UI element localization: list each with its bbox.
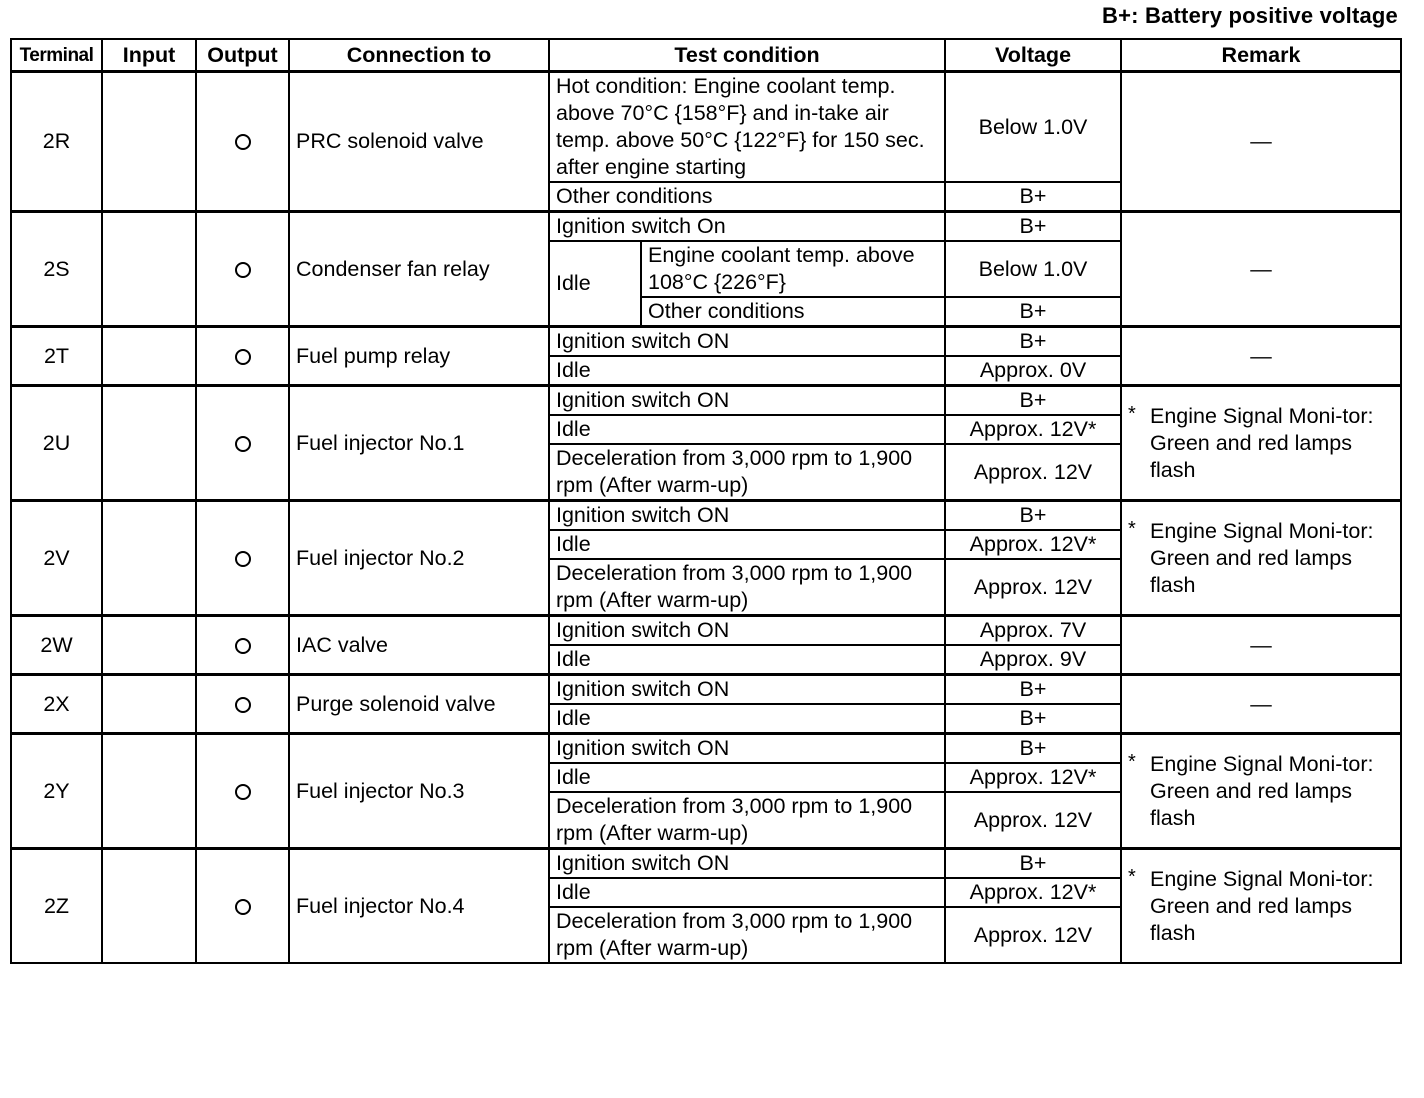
header-test-condition: Test condition xyxy=(549,39,945,72)
connection-cell: Condenser fan relay xyxy=(289,212,549,327)
remark-block xyxy=(1128,518,1394,599)
terminal-cell: 2S xyxy=(11,212,102,327)
header-row xyxy=(11,39,1401,72)
remark-text: Engine Signal Moni-tor: Green and red lamps flash xyxy=(1150,866,1374,945)
output-cell xyxy=(196,616,289,675)
terminal-cell: 2R xyxy=(11,72,102,212)
remark-asterisk: * xyxy=(1128,402,1136,425)
voltage-cell: Approx. 12V* xyxy=(945,530,1121,559)
header-terminal: Terminal xyxy=(11,39,102,72)
remark-cell: — xyxy=(1121,72,1401,212)
remark-text: Engine Signal Moni-tor: Green and red lamps flash xyxy=(1150,403,1374,482)
terminal-cell: 2T xyxy=(11,327,102,386)
condition-group-cell: Idle xyxy=(549,241,641,327)
remark-cell: — xyxy=(1121,616,1401,675)
output-mark-icon xyxy=(235,551,251,567)
voltage-cell: Approx. 12V* xyxy=(945,878,1121,907)
header-connection: Connection to xyxy=(289,39,549,72)
voltage-cell: B+ xyxy=(945,734,1121,764)
output-mark-icon xyxy=(235,134,251,150)
remark-cell: — xyxy=(1121,327,1401,386)
condition-cell: Ignition switch ON xyxy=(549,675,945,705)
output-mark-icon xyxy=(235,436,251,452)
connection-cell: Fuel pump relay xyxy=(289,327,549,386)
connection-cell: Fuel injector No.4 xyxy=(289,849,549,964)
output-cell xyxy=(196,734,289,849)
input-cell xyxy=(102,501,196,616)
remark-cell: — xyxy=(1121,212,1401,327)
header-output: Output xyxy=(196,39,289,72)
input-cell xyxy=(102,734,196,849)
voltage-cell: B+ xyxy=(945,327,1121,357)
table-row xyxy=(11,616,1401,646)
terminal-cell: 2Z xyxy=(11,849,102,964)
output-mark-icon xyxy=(235,638,251,654)
table-row xyxy=(11,501,1401,531)
remark-text: Engine Signal Moni-tor: Green and red lamps flash xyxy=(1150,751,1374,830)
remark-cell xyxy=(1121,734,1401,849)
voltage-cell: B+ xyxy=(945,501,1121,531)
output-mark-icon xyxy=(235,784,251,800)
remark-asterisk: * xyxy=(1128,750,1136,773)
remark-asterisk: * xyxy=(1128,865,1136,888)
voltage-cell: Approx. 0V xyxy=(945,356,1121,386)
output-cell xyxy=(196,386,289,501)
terminal-voltage-table xyxy=(10,38,1402,964)
voltage-cell: Approx. 7V xyxy=(945,616,1121,646)
condition-cell: Ignition switch ON xyxy=(549,734,945,764)
output-mark-icon xyxy=(235,262,251,278)
table-row xyxy=(11,386,1401,416)
voltage-cell: Below 1.0V xyxy=(945,241,1121,297)
voltage-cell: Approx. 12V* xyxy=(945,763,1121,792)
remark-block xyxy=(1128,403,1394,484)
condition-cell: Other conditions xyxy=(641,297,945,327)
connection-cell: PRC solenoid valve xyxy=(289,72,549,212)
condition-cell: Idle xyxy=(549,763,945,792)
voltage-cell: B+ xyxy=(945,386,1121,416)
connection-cell: Fuel injector No.3 xyxy=(289,734,549,849)
remark-cell xyxy=(1121,386,1401,501)
condition-cell: Idle xyxy=(549,530,945,559)
remark-asterisk: * xyxy=(1128,517,1136,540)
condition-cell: Idle xyxy=(549,415,945,444)
input-cell xyxy=(102,675,196,734)
connection-cell: Purge solenoid valve xyxy=(289,675,549,734)
condition-cell: Idle xyxy=(549,704,945,734)
table-row xyxy=(11,72,1401,183)
condition-cell: Ignition switch ON xyxy=(549,386,945,416)
condition-cell: Ignition switch ON xyxy=(549,849,945,879)
voltage-cell: Approx. 9V xyxy=(945,645,1121,675)
remark-cell xyxy=(1121,501,1401,616)
voltage-cell: Approx. 12V xyxy=(945,444,1121,501)
input-cell xyxy=(102,327,196,386)
condition-cell: Hot condition: Engine coolant temp. above 70°C {158°F} and in-take air temp. above 50°C {122°F} for 150 sec. after engine starting xyxy=(549,72,945,183)
remark-block xyxy=(1128,751,1394,832)
output-cell xyxy=(196,72,289,212)
table-row xyxy=(11,675,1401,705)
condition-cell: Deceleration from 3,000 rpm to 1,900 rpm (After warm-up) xyxy=(549,907,945,963)
remark-block xyxy=(1128,866,1394,947)
voltage-cell: B+ xyxy=(945,849,1121,879)
condition-cell: Ignition switch ON xyxy=(549,501,945,531)
condition-cell: Ignition switch On xyxy=(549,212,945,242)
condition-cell: Idle xyxy=(549,645,945,675)
legend-note: B+: Battery positive voltage xyxy=(1102,3,1398,28)
header-voltage: Voltage xyxy=(945,39,1121,72)
remark-text: Engine Signal Moni-tor: Green and red lamps flash xyxy=(1150,518,1374,597)
remark-cell: — xyxy=(1121,675,1401,734)
connection-cell: Fuel injector No.1 xyxy=(289,386,549,501)
terminal-cell: 2V xyxy=(11,501,102,616)
condition-cell: Deceleration from 3,000 rpm to 1,900 rpm (After warm-up) xyxy=(549,559,945,616)
condition-cell: Ignition switch ON xyxy=(549,616,945,646)
table-row xyxy=(11,849,1401,879)
terminal-cell: 2W xyxy=(11,616,102,675)
voltage-cell: B+ xyxy=(945,704,1121,734)
table-row xyxy=(11,327,1401,357)
output-cell xyxy=(196,849,289,964)
input-cell xyxy=(102,616,196,675)
voltage-cell: B+ xyxy=(945,212,1121,242)
remark-cell xyxy=(1121,849,1401,964)
header-remark: Remark xyxy=(1121,39,1401,72)
condition-cell: Idle xyxy=(549,356,945,386)
input-cell xyxy=(102,212,196,327)
terminal-cell: 2U xyxy=(11,386,102,501)
voltage-cell: Approx. 12V xyxy=(945,907,1121,963)
input-cell xyxy=(102,849,196,964)
voltage-cell: Approx. 12V xyxy=(945,559,1121,616)
voltage-cell: B+ xyxy=(945,675,1121,705)
voltage-cell: Approx. 12V xyxy=(945,792,1121,849)
condition-cell: Engine coolant temp. above 108°C {226°F} xyxy=(641,241,945,297)
output-cell xyxy=(196,501,289,616)
table-row xyxy=(11,734,1401,764)
output-cell xyxy=(196,327,289,386)
voltage-cell: B+ xyxy=(945,182,1121,212)
output-mark-icon xyxy=(235,697,251,713)
output-cell xyxy=(196,212,289,327)
output-mark-icon xyxy=(235,899,251,915)
voltage-cell: Approx. 12V* xyxy=(945,415,1121,444)
condition-cell: Other conditions xyxy=(549,182,945,212)
terminal-cell: 2X xyxy=(11,675,102,734)
condition-cell: Idle xyxy=(549,878,945,907)
voltage-cell: Below 1.0V xyxy=(945,72,1121,183)
header-input: Input xyxy=(102,39,196,72)
input-cell xyxy=(102,72,196,212)
voltage-cell: B+ xyxy=(945,297,1121,327)
input-cell xyxy=(102,386,196,501)
condition-cell: Deceleration from 3,000 rpm to 1,900 rpm (After warm-up) xyxy=(549,792,945,849)
connection-cell: Fuel injector No.2 xyxy=(289,501,549,616)
output-cell xyxy=(196,675,289,734)
terminal-cell: 2Y xyxy=(11,734,102,849)
output-mark-icon xyxy=(235,349,251,365)
table-row xyxy=(11,212,1401,242)
condition-cell: Deceleration from 3,000 rpm to 1,900 rpm (After warm-up) xyxy=(549,444,945,501)
condition-cell: Ignition switch ON xyxy=(549,327,945,357)
connection-cell: IAC valve xyxy=(289,616,549,675)
